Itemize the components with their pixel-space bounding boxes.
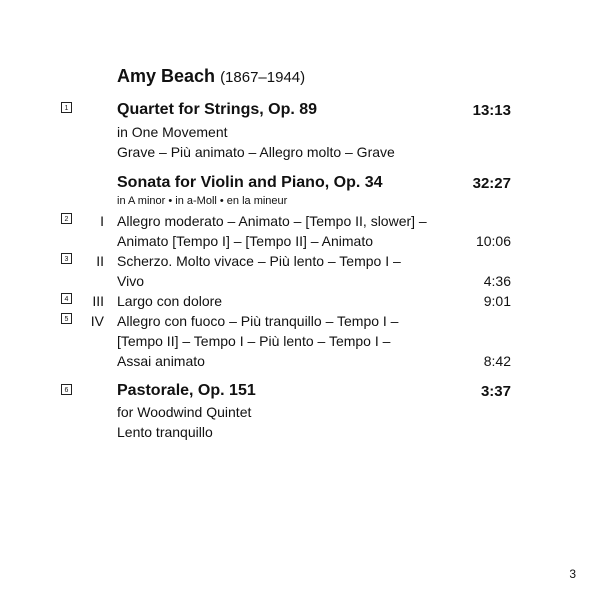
- work-duration: 32:27: [472, 175, 511, 192]
- movement-line: Largo con dolore: [117, 293, 223, 309]
- work-subtitle: for Woodwind Quintet: [117, 404, 252, 420]
- work-duration: 3:37: [480, 383, 511, 400]
- composer-name: Amy Beach: [117, 66, 216, 86]
- movement-numeral: III: [92, 293, 104, 309]
- movement-duration: 8:42: [483, 353, 511, 369]
- work-title: Quartet for Strings, Op. 89: [117, 101, 318, 118]
- movement-line: Allegro moderato – Animato – [Tempo II, slower] –: [117, 213, 427, 229]
- movement-line: Animato [Tempo I] – [Tempo II] – Animato: [117, 233, 374, 249]
- movement-line: [Tempo II] – Tempo I – Più lento – Tempo I –: [117, 333, 391, 349]
- work-tempo: Lento tranquillo: [117, 424, 213, 440]
- page-number: 3: [569, 567, 576, 581]
- movement-line: Scherzo. Molto vivace – Più lento – Tempo I –: [117, 253, 401, 269]
- work-title: Pastorale, Op. 151: [117, 382, 256, 399]
- movement-line: Assai animato: [117, 353, 205, 369]
- track-number-box: 4: [61, 293, 72, 304]
- track-number-box: 2: [61, 213, 72, 224]
- work-key: in A minor • in a-Moll • en la mineur: [117, 195, 288, 207]
- track-number-box: 5: [61, 313, 72, 324]
- track-number-box: 3: [61, 253, 72, 264]
- composer-dates: (1867–1944): [220, 69, 306, 86]
- track-number-box: 6: [61, 384, 72, 395]
- movement-numeral: I: [100, 213, 104, 229]
- movement-duration: 9:01: [483, 293, 511, 309]
- movement-numeral: II: [96, 253, 104, 269]
- movement-numeral: IV: [90, 313, 104, 329]
- work-duration: 13:13: [472, 102, 511, 119]
- movement-line: Allegro con fuoco – Più tranquillo – Tempo I –: [117, 313, 399, 329]
- work-subtitle: in One Movement: [117, 124, 228, 140]
- movement-duration: 10:06: [475, 233, 511, 249]
- work-tempi: Grave – Più animato – Allegro molto – Grave: [117, 144, 395, 160]
- track-number-box: 1: [61, 102, 72, 113]
- work-title: Sonata for Violin and Piano, Op. 34: [117, 174, 383, 191]
- movement-line: Vivo: [117, 273, 144, 289]
- composer-heading: [117, 66, 305, 87]
- movement-duration: 4:36: [483, 273, 511, 289]
